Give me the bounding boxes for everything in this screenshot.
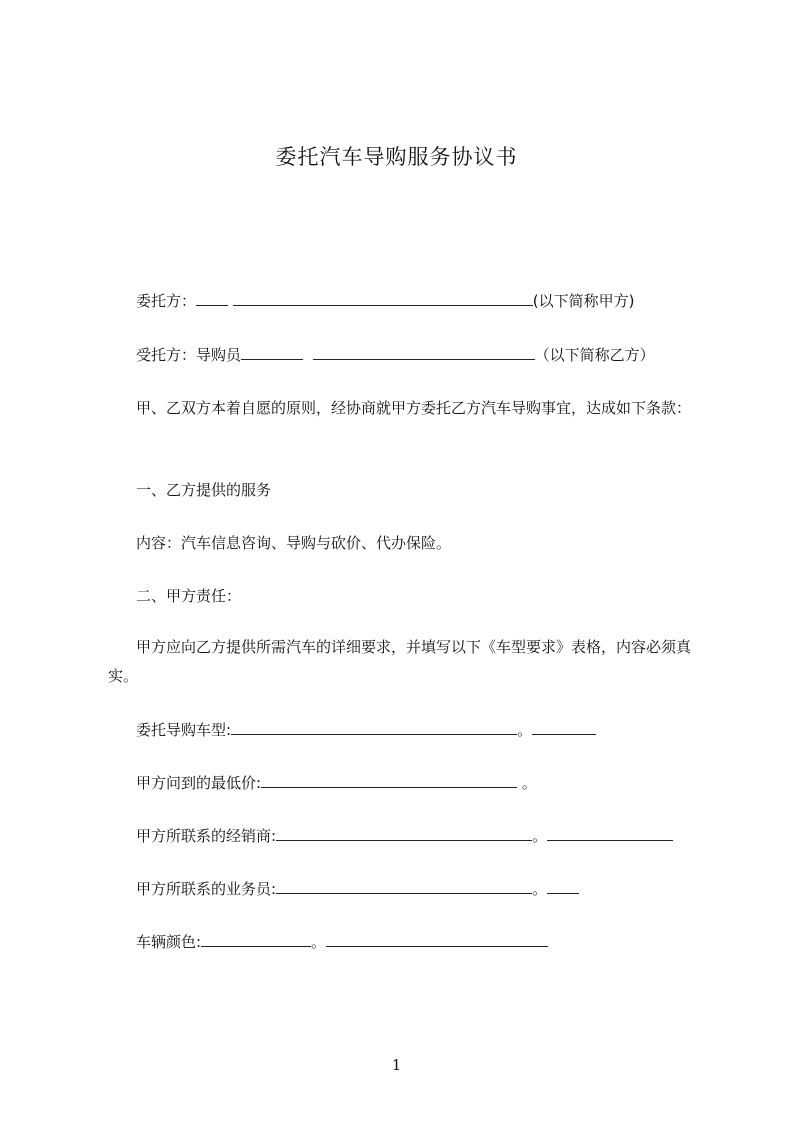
section1-content: 内容：汽车信息咨询、导购与砍价、代办保险。 [136, 534, 452, 552]
dealer-field [136, 825, 673, 846]
color-blank [201, 932, 311, 947]
intro-paragraph: 甲、乙双方本着自愿的原则，经协商就甲方委托乙方汽车导购事宜，达成如下条款： [136, 399, 692, 417]
section1-heading: 一、乙方提供的服务 [136, 481, 272, 499]
party-a-blank-short [196, 291, 228, 306]
salesperson-blank-extra [547, 879, 579, 894]
model-blank-extra [532, 720, 596, 735]
model-label: 委托导购车型: [136, 721, 232, 739]
party-a-label: 委托方： [136, 292, 197, 310]
lowest-price-period: 。 [521, 774, 537, 792]
color-label: 车辆颜色: [136, 933, 202, 951]
model-field [136, 719, 596, 740]
party-a-suffix: (以下简称甲方) [532, 292, 635, 310]
section2-content: 甲方应向乙方提供所需汽车的详细要求，并填写以下《车型要求》表格，内容必须真实。 [108, 638, 692, 685]
salesperson-period: 。 [532, 880, 548, 898]
color-blank-extra [326, 932, 548, 947]
model-period: 。 [517, 721, 533, 739]
model-blank [231, 720, 517, 735]
lowest-price-blank [261, 773, 517, 788]
party-b-blank-short [241, 345, 303, 360]
lowest-price-label: 甲方问到的最低价: [136, 774, 262, 792]
party-a-line [136, 290, 635, 311]
party-b-line [136, 344, 655, 365]
dealer-blank [276, 826, 532, 841]
color-period: 。 [311, 933, 327, 951]
lowest-price-field [136, 772, 537, 793]
section2-heading: 二、甲方责任： [136, 587, 242, 605]
color-field [136, 931, 548, 952]
party-b-label: 受托方：导购员 [136, 346, 242, 364]
page-number: 1 [391, 1056, 402, 1074]
dealer-period: 。 [532, 827, 548, 845]
document-title: 委托汽车导购服务协议书 [275, 145, 518, 169]
salesperson-label: 甲方所联系的业务员: [136, 880, 277, 898]
dealer-blank-extra [547, 826, 673, 841]
salesperson-blank [276, 879, 532, 894]
dealer-label: 甲方所联系的经销商: [136, 827, 277, 845]
party-a-blank-long [233, 291, 533, 306]
party-b-suffix: （以下简称乙方） [534, 346, 655, 364]
salesperson-field [136, 878, 579, 899]
party-b-blank-long [313, 345, 535, 360]
